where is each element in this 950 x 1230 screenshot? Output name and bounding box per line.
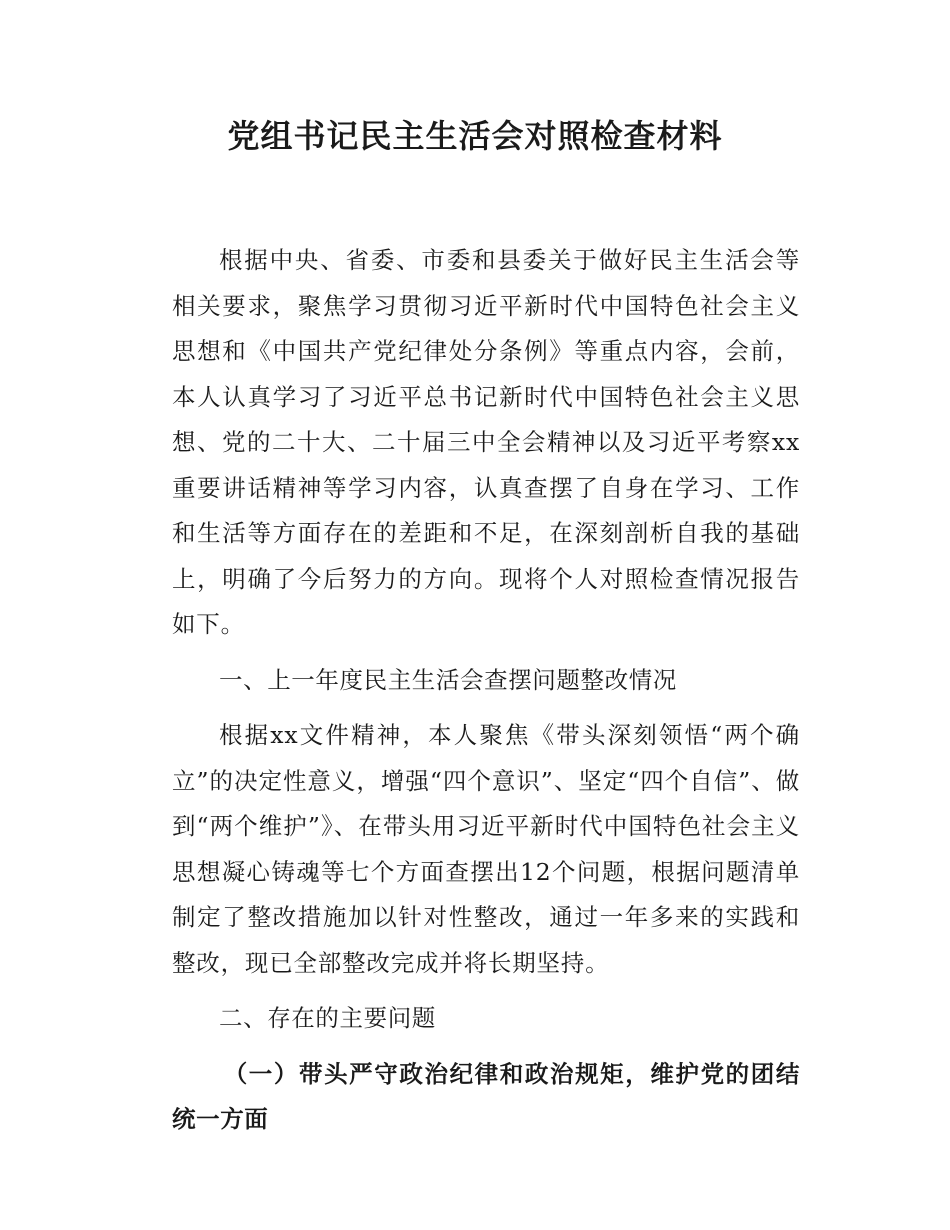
section-1-paragraph: 根据xx文件精神，本人聚焦《带头深刻领悟“两个确立”的决定性意义，增强“四个意识”、坚定“四个自信”、做到“两个维护”》、在带头用习近平新时代中国特色社会主义思想凝心铸魂等七个方面查摆出12个问题，根据问题清单制定了整改措施加以针对性整改，通过一年多来的实践和整改，现已全部整改完成并将长期坚持。 — [172, 721, 800, 977]
section-2-heading: 二、存在的主要问题 — [219, 1004, 436, 1032]
section-2-subheading: （一）带头严守政治纪律和政治规矩，维护党的团结统一方面 — [172, 1059, 800, 1133]
intro-paragraph: 根据中央、省委、市委和县委关于做好民主生活会等相关要求，聚焦学习贯彻习近平新时代中国特色社会主义思想和《中国共产党纪律处分条例》等重点内容，会前，本人认真学习了习近平总书记新时代中国特色社会主义思想、党的二十大、二十届三中全会精神以及习近平考察xx重要讲话精神等学习内容，认真查摆了自身在学习、工作和生活等方面存在的差距和不足，在深刻剖析自我的基础上，明确了今后努力的方向。现将个人对照检查情况报告如下。 — [172, 246, 800, 638]
document-body — [172, 238, 800, 1143]
document-title: 党组书记民主生活会对照检查材料 — [227, 117, 723, 155]
section-1-heading: 一、上一年度民主生活会查摆问题整改情况 — [219, 665, 677, 694]
